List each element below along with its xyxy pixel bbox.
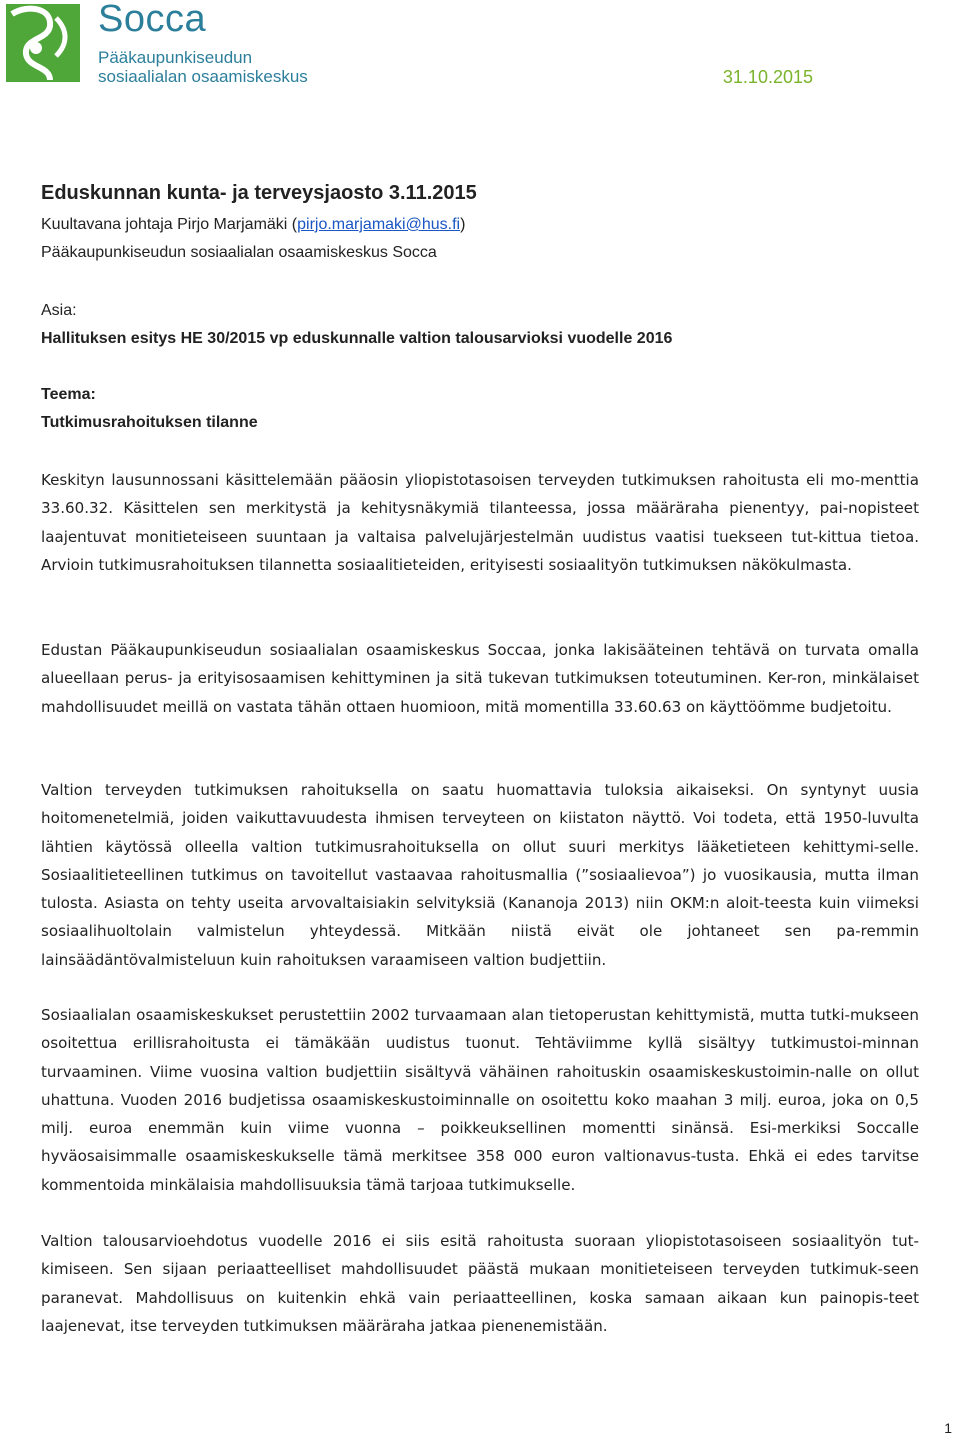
theme-label: Teema:: [41, 386, 96, 403]
subject-text: Hallituksen esitys HE 30/2015 vp eduskunnalle valtion talousarvioksi vuodelle 2016: [41, 330, 673, 347]
socca-logo: [6, 0, 308, 86]
socca-logo-mark-icon: [6, 4, 80, 82]
document-title: Eduskunnan kunta- ja terveysjaosto 3.11.2015: [41, 182, 477, 204]
paragraph-2: Edustan Pääkaupunkiseudun sosiaalialan osaamiskeskus Soccaa, jonka lakisääteinen tehtävä on turvata omalla alueellaan perus- ja erityisosaamisen kehittyminen ja sitä tukevan tutkimuksen toteutuminen. Ker-ron, minkälaiset mahdollisuudet meillä on vastata tähän ottaen huomioon, mitä momentilla 33.60.63 on käyttöömme budjetoitu.: [41, 641, 919, 716]
page-number: 1: [944, 1420, 952, 1436]
paragraph-5: Valtion talousarvioehdotus vuodelle 2016 ei siis esitä rahoitusta suoraan yliopistotasoiseen sosiaalityön tut-kimiseen. Sen sijaan periaatteelliset mahdollisuudet päästä mukaan monitieteiseen terveyden tutkimuk-seen paranevat. Mahdollisuus on kuitenkin ehkä vain periaatteellinen, koska samaan aikaan kun painopis-teet laajenevat, itse terveyden tutkimuksen määräraha jatkaa pienenemistään.: [41, 1232, 919, 1335]
email-link[interactable]: pirjo.marjamaki@hus.fi: [297, 216, 461, 233]
logo-subtitle-line-1: Pääkaupunkiseudun: [98, 48, 253, 67]
document-date: 31.10.2015: [722, 67, 813, 87]
logo-subtitle-line-2: sosiaalialan osaamiskeskus: [98, 67, 308, 86]
paragraph-3: Valtion terveyden tutkimuksen rahoituksella on saatu huomattavia tuloksia aikaiseksi. On syntynyt uusia hoitomenetelmiä, joiden vaikuttavuudesta ihmisen terveyteen on kiistaton näyttö. Voi todeta, että 1950-luvulta lähtien käytössä olleella valtion tutkimusrahoituksella on ollut suuri merkitys lääketieteen kehittymi-selle. Sosiaalitieteellinen tutkimus on tavoitellut vastaavaa rahoitusmallia (”sosiaalievoa”) jo vuosikausia, mutta ilman tulosta. Asiasta on tehty useita arvovaltaisiakin selvityksiä (Kananoja 2013) niin OKM:n aloit-teesta kuin viimeksi sosiaalihuoltolain valmistelun yhteydessä. Mitkään niistä eivät ole johtaneet sen pa-remmin lainsäädäntövalmisteluun kuin rahoituksen varaamiseen valtion budjettiin.: [41, 781, 919, 969]
heard-person-text: Kuultavana johtaja Pirjo Marjamäki (: [41, 216, 298, 233]
organization-line: Pääkaupunkiseudun sosiaalialan osaamiskeskus Socca: [41, 244, 437, 261]
paragraph-4: Sosiaalialan osaamiskeskukset perustettiin 2002 turvaamaan alan tietoperustan kehittymistä, mutta tutki-mukseen osoitettua erillisrahoitusta ei tämäkään uudistus tuonut. Tehtäviimme kyllä sisältyy tutkimustoi-minnan turvaaminen. Viime vuosina valtion budjettiin sisältyvä vähäinen rahoituskin osaamiskeskustoimin-nalle on ollut uhattuna. Vuoden 2016 budjetissa osaamiskeskustoiminnalle on osoitettu koko maahan 3 milj. euroa, joka on 0,5 milj. euroa enemmän kuin viime vuonna – poikkeuksellinen momentti sinänsä. Esi-merkiksi Soccalle hyväosaisimmalle osaamiskeskukselle tämä merkitsee 358 000 euron valtionavus-tusta. Ehkä ei edes tarvitse kommentoida minkälaisia mahdollisuuksia tämä tarjoaa tutkimukselle.: [41, 1006, 919, 1194]
logo-name: Socca: [98, 0, 207, 40]
paragraph-1: Keskityn lausunnossani käsittelemään pääosin yliopistotasoisen terveyden tutkimuksen rahoitusta eli mo-menttia 33.60.32. Käsittelen sen merkitystä ja kehitysnäkymiä tilanteessa, jossa määräraha pienentyy, pai-nopisteet laajentuvat monitieteiseen suuntaan ja valtaisa palvelujärjestelmän uudistus vaatisi tuekseen tut-kittua tietoa. Arvioin tutkimusrahoituksen tilannetta sosiaalitieteiden, erityisesti sosiaalityön tutkimuksen näkökulmasta.: [41, 471, 919, 574]
heard-person-suffix: ): [460, 216, 466, 233]
theme-text: Tutkimusrahoituksen tilanne: [41, 414, 258, 431]
heard-person-line: [41, 216, 465, 234]
subject-label: Asia:: [41, 302, 77, 319]
